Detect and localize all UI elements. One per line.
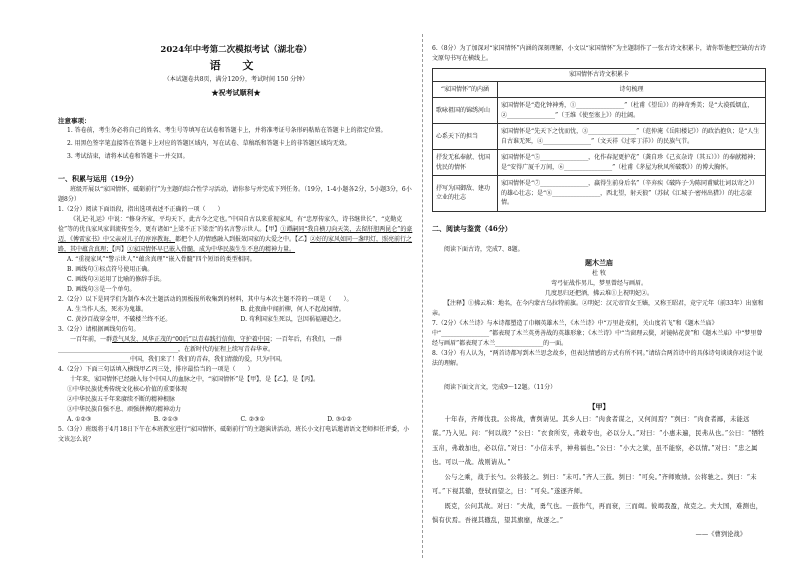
card-header-verses: 诗句梳理 <box>498 81 766 98</box>
poem-line: 几度思归还把酒，拂云堆①上祝明妃②。 <box>544 289 653 297</box>
card-row-label: 抒写为国御敌、建功立业的壮志 <box>433 176 498 212</box>
card-header-meaning: “家国情怀”的内涵 <box>433 81 498 98</box>
card-row <box>433 150 766 176</box>
section1-heading: 一、积累与运用（19分） <box>58 174 138 183</box>
poem-line: 弯弓征战作男儿，梦里曾经与画眉。 <box>550 279 647 287</box>
classical-paragraph: 十年春，齐师伐我。公将战，曹刿请见。其乡人曰：“肉食者谋之，又何间焉？”刿曰：“肉食者鄙，未能远谋。”乃入见。问：“何以战？”公曰：“衣食所安，弗敢专也，必以分人。”对曰：“小惠未遍，民弗从也。”公曰：“牺牲玉帛，弗敢加也，必以信。”对曰：“小信未孚，神弗福也。”公曰：“小大之狱，虽不能察，必以情。”对曰：“忠之属也。可以一战。战则请从。” <box>432 415 765 466</box>
right-column <box>432 44 766 541</box>
q1-option-b: B. 画线句①标点符号使用正确。 <box>67 266 154 273</box>
card-title-row <box>433 69 766 82</box>
notice-item: 2. 用黑色签字笔直接答在答题卡上对应的答题区域内，写在试卷、草稿纸和答题卡上的非答题区域均无效。 <box>67 140 351 147</box>
q3-text-part: 一百年前，一群 <box>70 336 113 343</box>
card-row <box>433 176 766 212</box>
card-row-content: 家国情怀是“⑦________________，赢得生前身后名”（辛弃疾《破阵子·为陈同甫赋壮词以寄之》）的雄心壮志；是“⑧________________，西北望，射天狼”（苏轼《江城子·密州出猎》）的壮志豪情。 <box>498 176 766 212</box>
card-row-label: 歌咏祖国的锦绣河山 <box>433 98 498 124</box>
q4-item-3: ③中华民族自强不息、顽强拼搏的精神动力 <box>67 406 182 413</box>
poetry-accumulation-card <box>432 68 766 212</box>
notice-item: 1. 答卷前，考生务必将自己的姓名、考生号等填写在试卷和答题卡上，并将准考证号条形码粘贴在答题卡上的指定位置。 <box>67 127 387 134</box>
q1-passage-text: 《礼记·礼运》中说：“修身齐家，平均天下，此古今之定也。”中国自古以来重视家风，有“忠厚传家久，诗书继世长”、“克勤克俭”等的优良家风家训流传至今，更有诸如“上梁不正下梁歪”的名言警示世人。【甲】 <box>58 216 403 233</box>
card-row <box>433 98 766 124</box>
exam-info: （本试题卷共8页，满分120分，考试时间 150 分钟） <box>163 76 309 83</box>
classical-paragraph: 公与之乘，战于长勺。公将鼓之。刿曰：“未可。”齐人三鼓。刿曰：“可矣。”齐师败绩。公将驰之。刿曰：“未可。”下视其辙，登轼而望之，曰：“可矣。”遂逐齐师。 <box>432 473 757 495</box>
q3-closing-line: ____________________中国，我们来了！我们的青春，我们清澈的爱，只为中国。 <box>70 356 287 363</box>
classical-paragraph: 既克，公问其故。对曰：“夫战，勇气也。一鼓作气，再而衰，三而竭。彼竭我盈，故克之。夫大国，难测也，惧有伏焉。吾视其辙乱，望其旗靡，故逐之。” <box>432 502 763 524</box>
q4-item-2: ②中华民族五千年来赓续不断的精神根脉 <box>67 396 176 403</box>
section1-intro: 班级开展以“家国情怀，砥砺前行”为主题的综合性学习活动，请你参与并完成下列任务。（19分，1-4小题各2分，5小题3分，6小题8分） <box>58 186 412 203</box>
good-luck-line: ★祝考试顺利★ <box>211 88 261 97</box>
q3-text-part: ；一百年后，有我们，一群 <box>269 336 342 343</box>
q4-option-d: D. ③①② <box>327 416 352 423</box>
q2-options <box>58 305 414 325</box>
q1-option-d: D. 画线句③是一个单句。 <box>67 286 136 293</box>
q5-stem: 5.（3分）班级将于4月18日下午在本班教室进行“家国情怀，砥砺前行”的主题演讲活动，班长小文打电话邀请语文老师担任评委，小文该怎么说？ <box>58 426 410 443</box>
card-row-content: 家国情怀是“⑤________________，化作春泥更护花”（龚自珍《己亥杂诗（其五）》）的奉献精神；是“安得广厦千万间，⑥________________”（杜甫《茅屋为秋风所破歌》）的博大胸怀。 <box>498 150 766 176</box>
card-row-label: 抒发无私奉献、忧国忧民的情怀 <box>433 150 498 176</box>
q7-stem: 7.（2分）《木兰诗》与本诗都塑造了巾帼英雄木兰，《木兰诗》中“万里赴戎机，关山度若飞”和《题木兰庙》中“________________”都表现了木兰英勇善战的英雄形象；《木兰诗》中“当窗理云鬓，对镜帖花黄”和《题木兰庙》中“梦里曾经与画眉”都表现了木兰________________的一面。 <box>432 319 763 347</box>
q6-stem: 6.（8分）为了加深对“家国情怀”内涵的深刻理解，小文以“家国情怀”为主题制作了一张古诗文积累卡，请你帮他把空缺的古诗文原句书写在横线上。 <box>432 45 766 62</box>
card-row <box>433 124 766 150</box>
q4-option-c: C. ②③① <box>240 416 265 423</box>
section2-heading: 二、阅读与鉴赏（46分） <box>432 223 512 233</box>
poem-intro: 阅读下面古诗，完成7、8题。 <box>444 245 524 253</box>
q3-text-part: ，在新时代的征程上续写青春华章。 <box>178 346 275 353</box>
poem-title: 题木兰庙 <box>585 257 613 267</box>
card-row-label: 心系天下的担当 <box>433 124 498 150</box>
q1-option-a: A. “重视家风”“警示世人”“蕴含真理”“嵌入骨髓”四个短语的类型相同。 <box>67 256 256 263</box>
q3-blank: ________________________________________ <box>58 346 178 353</box>
q3-underlined-sentence: 意气风发、风华正茂的“00后”以青春践行信仰，守护着中国 <box>112 336 270 343</box>
q1-passage <box>58 215 414 255</box>
q4-sentence: 十年来，家国情怀已经融入每个中国人的血脉之中，“家国情怀”是【甲】，是【乙】，是【丙】。 <box>70 376 320 383</box>
q2-option-c: C. 黄沙百战穿金甲，不破楼兰终不还。 <box>67 316 172 323</box>
q4-option-b: B. ②①③ <box>153 416 179 423</box>
left-column <box>58 44 414 445</box>
q1-underlined-sentence-2: ②好的家风如同一盏明灯，照亮前行之路，其中蕴含真理； <box>58 236 413 253</box>
poem-note: 【注释】①拂云堆：地名，在今内蒙古乌拉特前旗。②明妃：汉元帝宫女王嫱，又称王昭君，竟宁元年（前33年）出塞和亲。 <box>432 299 764 317</box>
exam-title: 2024年中考第二次模拟考试（湖北卷） <box>160 45 312 55</box>
q2-option-d: D. 苟利国家生死以，岂因祸福避趋之。 <box>240 316 345 323</box>
q8-stem: 8.（3分）有人认为，“两首诗都写到木兰思念故乡，但表达情感的方式有所不同。”请结合两首诗中的具体诗句谈谈你对这个说法的理解。 <box>432 349 763 367</box>
classical-part-label: 【甲】 <box>588 401 610 411</box>
q1-passage-text: 【丙】 <box>112 246 128 253</box>
q4-options <box>58 415 414 425</box>
q4-stem: 4.（2分）下面三句话填入横线甲乙丙三处，排序最恰当的一项是（ ） <box>58 366 254 373</box>
card-title: 家国情怀古诗文积累卡 <box>433 69 766 82</box>
column-divider <box>422 34 423 558</box>
q4-item-1: ①中华民族优秀传统文化核心价值的重要体现 <box>67 386 188 393</box>
notice-item: 3. 考试结束，请将本试卷和答题卡一并交回。 <box>67 153 189 160</box>
q2-option-a: A. 生当作人杰，死亦为鬼雄。 <box>67 306 148 313</box>
poem-author: 杜 牧 <box>592 269 606 277</box>
q2-stem: 2.（2分）以下是同学们为制作本次主题活动的黑板报所收集到的材料，其中与本次主题不符的一项是（ ）。 <box>58 296 353 303</box>
q2-option-b: B. 此夜曲中闻折柳，何人不起故园情。 <box>240 306 345 313</box>
card-row-content: 家国情怀是“造化钟神秀，①________________”（杜甫《望岳》）的神奇秀美；是“大漠孤烟直，②________________”（王维《使至塞上》）的壮阔。 <box>498 98 766 124</box>
card-row-content: 家国情怀是“先天下之忧而忧，③________________”（范仲淹《岳阳楼记》）的政治抱负；是“人生自古谁无死，④________________”（文天祥《过零丁洋》）的民族气节。 <box>498 124 766 150</box>
card-header-row <box>433 81 766 98</box>
q1-option-c: C. 画线句②运用了比喻的修辞手法。 <box>67 276 166 283</box>
classical-source: ——《曹刿论战》 <box>695 530 746 538</box>
q4-option-a: A. ①②③ <box>67 416 92 423</box>
classical-intro: 阅读下面文言文，完成9～12题。（11分） <box>444 383 557 391</box>
q1-passage-text: 都把个人的情感融入到报效国家的大爱之中。【乙】 <box>175 236 311 243</box>
q1-stem: 1.（2分）阅读下面语段，指出选项表述不正确的一项（ ） <box>58 206 224 213</box>
subject-title: 语 文 <box>209 59 263 72</box>
q3-stem: 3.（2分）请根据画线句仿句。 <box>58 326 140 333</box>
q3-text <box>58 335 414 355</box>
notice-label: 注意事项： <box>58 117 91 125</box>
q1-underlined-sentence-1: ①谭嗣同“我自横刀向天笑，去留肝胆两昆仑”的豪迈，《傅雷家书》中父亲对儿子的谆谆教诲， <box>58 226 413 243</box>
q1-underlined-sentence-3: ③家国情怀早已嵌入骨髓，成为中华民族生生不息的精神力量。 <box>127 246 296 253</box>
